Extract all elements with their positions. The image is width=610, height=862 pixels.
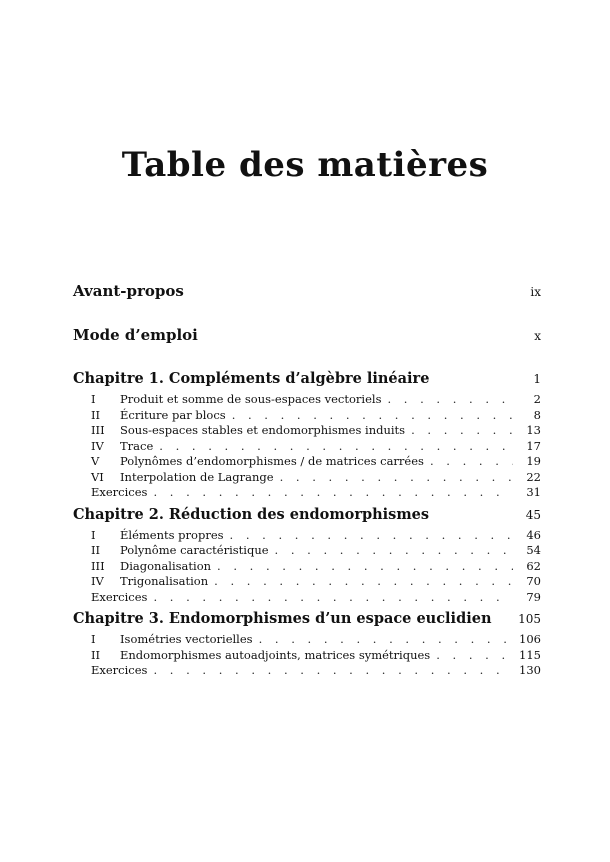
chapter-title: Chapitre 1. Compléments d’algèbre linéaire: [73, 370, 430, 387]
chapter-heading[interactable]: [73, 506, 541, 528]
toc-entry[interactable]: [73, 632, 541, 648]
section-number: VI: [91, 469, 104, 484]
chapter-heading[interactable]: [73, 610, 541, 632]
section-page-number: 54: [526, 543, 541, 557]
toc-chapter-1: [73, 370, 541, 501]
dot-leader: [430, 454, 513, 468]
section-page-number: 130: [519, 663, 541, 677]
section-number: IV: [91, 438, 104, 453]
section-page-number: 22: [526, 469, 541, 484]
section-page-number: 13: [526, 423, 541, 437]
dot-leader: [280, 470, 513, 484]
section-title: Trigonalisation: [120, 574, 209, 588]
toc-entry-exercises[interactable]: [73, 590, 541, 606]
section-page-number: 115: [519, 647, 541, 662]
section-title: Isométries vectorielles: [120, 632, 253, 646]
section-number: I: [91, 527, 96, 542]
toc-entry[interactable]: [73, 454, 541, 470]
dot-leader: [217, 559, 513, 573]
dot-leader: [153, 663, 513, 677]
toc-entry[interactable]: [73, 408, 541, 424]
chapter-page-number: 105: [518, 612, 541, 626]
toc-front-mode-emploi[interactable]: [73, 326, 541, 348]
section-page-number: 106: [519, 632, 541, 646]
toc-entry[interactable]: [73, 439, 541, 455]
section-title: Diagonalisation: [120, 558, 212, 573]
section-page-number: 2: [533, 392, 541, 406]
section-page-number: 79: [526, 589, 541, 604]
front-page-number: x: [534, 329, 541, 343]
section-title: Sous-espaces stables et endomorphismes induits: [120, 423, 406, 437]
toc-entry[interactable]: [73, 543, 541, 559]
dot-leader: [259, 632, 513, 646]
section-title: Trace: [120, 438, 154, 453]
front-label: Mode d’emploi: [73, 326, 198, 344]
front-label: Avant-propos: [73, 282, 184, 300]
section-title: Produit et somme de sous-espaces vectoriels: [120, 392, 382, 406]
toc-entry[interactable]: [73, 423, 541, 439]
toc-entry-exercises[interactable]: [73, 663, 541, 679]
toc-entry[interactable]: [73, 574, 541, 590]
dot-leader: [230, 528, 513, 542]
dot-leader: [436, 648, 513, 662]
dot-leader: [153, 485, 513, 499]
toc-entry[interactable]: [73, 648, 541, 664]
section-number: III: [91, 558, 105, 573]
section-number: III: [91, 423, 105, 437]
section-page-number: 46: [526, 527, 541, 542]
toc-entry[interactable]: [73, 528, 541, 544]
chapter-title: Chapitre 3. Endomorphismes d’un espace euclidien: [73, 610, 492, 627]
section-title: Polynôme caractéristique: [120, 543, 269, 557]
dot-leader: [214, 574, 513, 588]
section-page-number: 19: [526, 454, 541, 468]
toc-entry[interactable]: [73, 392, 541, 408]
dot-leader: [159, 439, 513, 453]
dot-leader: [153, 590, 513, 604]
chapter-page-number: 45: [525, 507, 541, 522]
front-page-number: ix: [530, 285, 541, 299]
section-number: I: [91, 392, 96, 406]
toc-front-avant-propos[interactable]: [73, 282, 541, 304]
section-title: Exercices: [91, 663, 148, 677]
section-title: Exercices: [91, 485, 148, 499]
toc-chapter-3: [73, 610, 541, 679]
dot-leader: [232, 408, 513, 422]
chapter-page-number: 1: [533, 372, 541, 386]
toc-entry[interactable]: [73, 559, 541, 575]
section-number: II: [91, 647, 101, 662]
section-number: I: [91, 632, 96, 646]
chapter-title: Chapitre 2. Réduction des endomorphismes: [73, 505, 430, 523]
section-number: IV: [91, 574, 104, 588]
section-page-number: 70: [526, 574, 541, 588]
section-title: Éléments propres: [120, 527, 224, 542]
chapter-heading[interactable]: [73, 370, 541, 392]
dot-leader: [411, 423, 513, 437]
section-title: Endomorphismes autoadjoints, matrices symétriques: [120, 647, 431, 662]
section-title: Interpolation de Lagrange: [120, 469, 274, 484]
dot-leader: [387, 392, 513, 406]
toc-entry[interactable]: [73, 470, 541, 486]
page-title: Table des matières: [121, 145, 489, 185]
table-of-contents: [73, 282, 541, 684]
section-number: V: [91, 454, 100, 468]
section-title: Exercices: [91, 589, 148, 604]
section-number: II: [91, 407, 101, 422]
section-page-number: 8: [533, 407, 541, 422]
section-page-number: 17: [526, 438, 541, 453]
toc-chapter-2: [73, 506, 541, 606]
section-number: II: [91, 543, 101, 557]
dot-leader: [275, 543, 513, 557]
section-title: Écriture par blocs: [120, 407, 226, 422]
toc-entry-exercises[interactable]: [73, 485, 541, 501]
section-title: Polynômes d’endomorphismes / de matrices carrées: [120, 454, 424, 468]
section-page-number: 31: [526, 485, 541, 499]
section-page-number: 62: [526, 558, 541, 573]
